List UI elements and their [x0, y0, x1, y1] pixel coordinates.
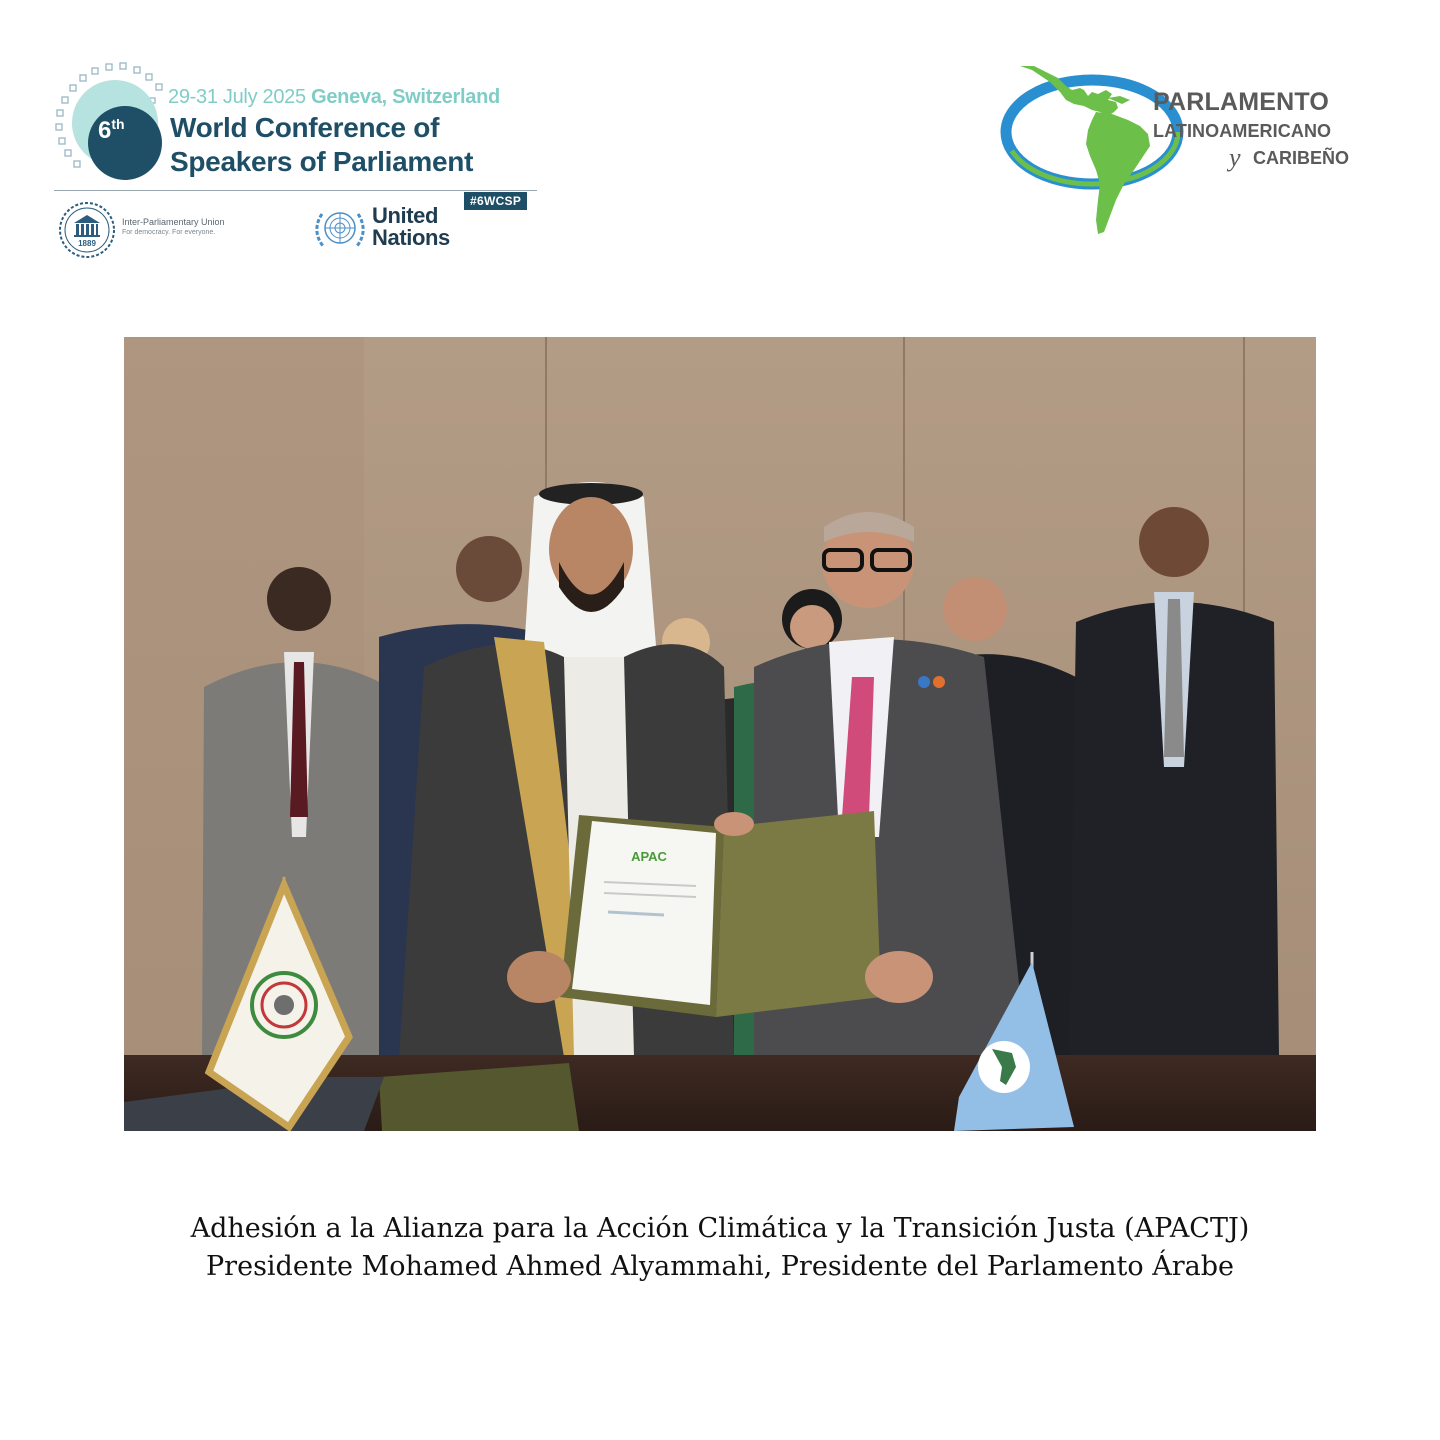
wcsp-hashtag-badge: #6WCSP [464, 192, 527, 210]
americas-map-icon [1000, 60, 1200, 240]
un-name-line-2: Nations [372, 225, 450, 250]
wcsp-title-line-1: World Conference of [170, 112, 440, 143]
ipu-motto: For democracy. For everyone. [122, 229, 216, 236]
wcsp-edition-suffix: th [111, 116, 125, 132]
ipu-name: Inter-Parliamentary Union [122, 217, 225, 227]
un-emblem-icon [313, 204, 367, 252]
wcsp-edition-number: 6 [98, 117, 112, 144]
wcsp-logo [50, 58, 550, 258]
parlatino-conjunction: y [1229, 143, 1241, 172]
photo-caption [0, 1210, 1440, 1286]
wcsp-title-line-2: Speakers of Parliament [170, 146, 474, 177]
parlatino-name-line-3: CARIBEÑO [1253, 148, 1350, 168]
wcsp-date-line [168, 86, 500, 109]
un-name-line-1: United [372, 203, 439, 228]
signing-ceremony-photo [124, 337, 1316, 1131]
caption-line-1: Adhesión a la Alianza para la Acción Climática y la Transición Justa (APACTJ) [190, 1213, 1250, 1244]
wcsp-date: 29-31 July 2025 [168, 86, 306, 108]
wcsp-edition [98, 116, 125, 145]
wcsp-divider [54, 190, 537, 191]
ipu-year: 1889 [78, 239, 96, 248]
folder-logo: APAC [631, 849, 667, 864]
ipu-emblem-icon [58, 201, 116, 259]
caption-line-2: Presidente Mohamed Ahmed Alyammahi, Presidente del Parlamento Árabe [206, 1251, 1234, 1282]
wcsp-venue: Geneva, Switzerland [311, 86, 500, 108]
parlatino-name-line-1: PARLAMENTO [1153, 88, 1330, 116]
parlatino-name-line-2: LATINOAMERICANO [1153, 121, 1332, 141]
parlatino-logo [1000, 60, 1380, 240]
